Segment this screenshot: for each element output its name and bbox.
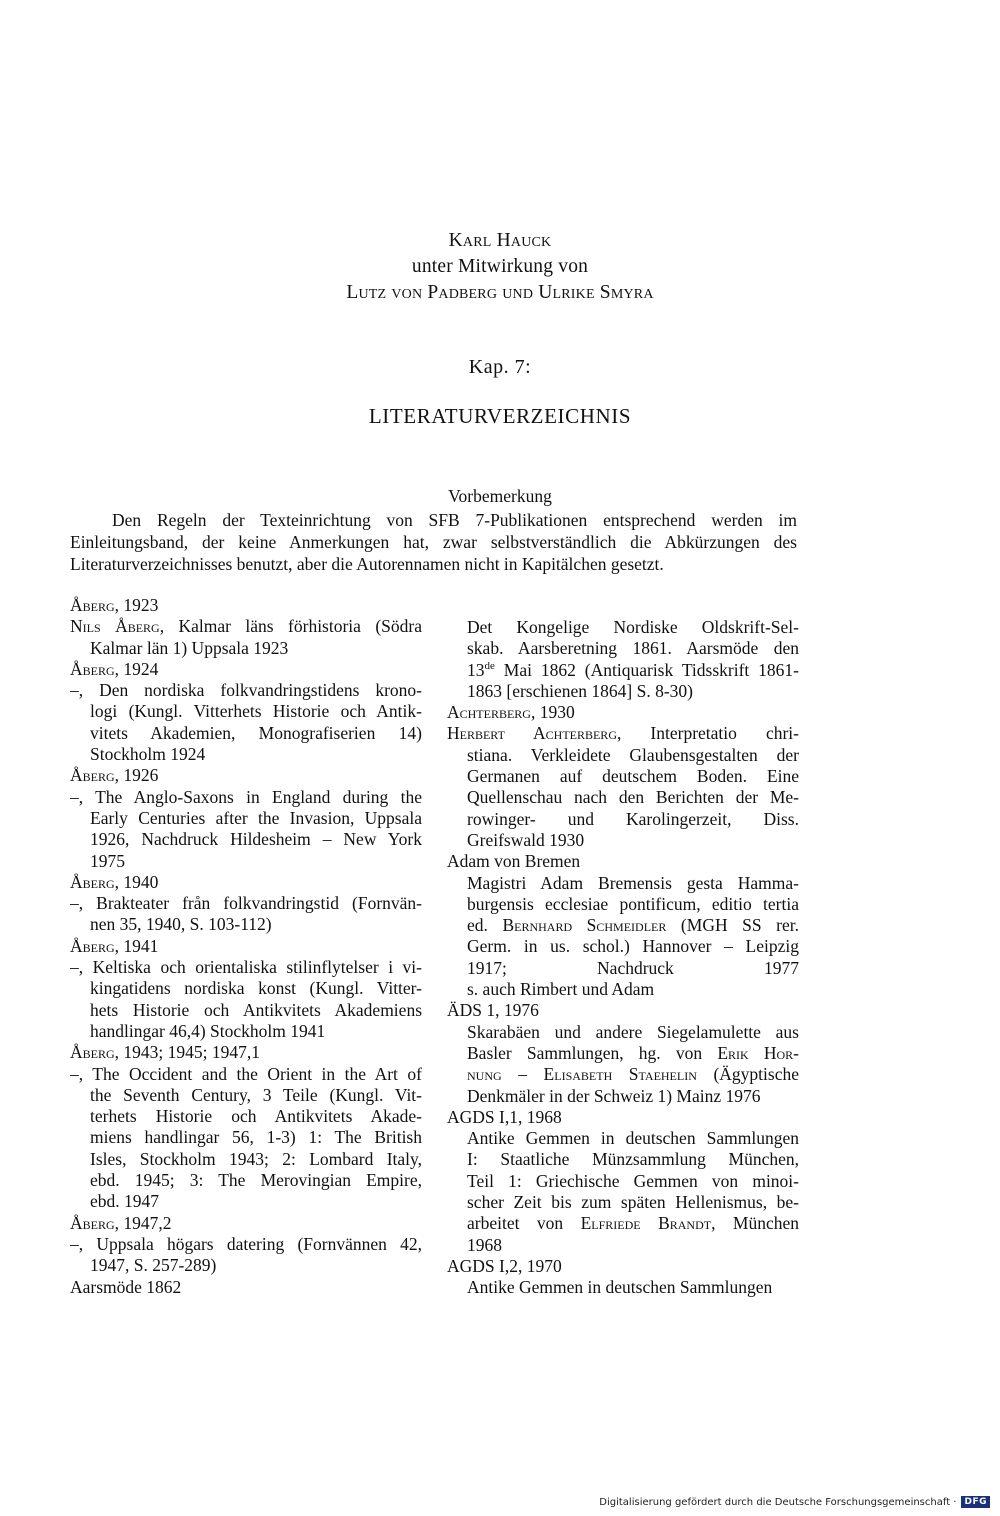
- dfg-logo: DFG: [961, 1496, 990, 1508]
- entry-line: burgensis ecclesiae pontificum, editio tertia: [467, 893, 799, 914]
- entry-line: s. auch Rimbert und Adam: [467, 979, 655, 1000]
- entry-line: terhets Historie och Antikvitets Akade-: [90, 1106, 422, 1127]
- entry-line: skab. Aarsberetning 1861. Aarsmöde den: [467, 638, 799, 659]
- entry-line: 1926, Nachdruck Hildesheim – New York: [90, 829, 422, 850]
- entry-heading: Achterberg, 1930: [447, 702, 575, 723]
- bibliography-right-column: [447, 617, 799, 1299]
- entry-heading: Åberg, 1940: [70, 871, 159, 892]
- entry-line: stiana. Verkleidete Glaubensgestalten der: [467, 744, 799, 765]
- preface-title: Vorbemerkung: [448, 486, 552, 506]
- entry-line: scher Zeit bis zum späten Hellenismus, be-: [467, 1192, 799, 1213]
- entry-line: –, Uppsala högars datering (Fornvännen 42,: [70, 1233, 422, 1254]
- chapter-title: LITERATURVERZEICHNIS: [368, 404, 632, 428]
- author-block: [0, 228, 1000, 306]
- entry-line: Kalmar län 1) Uppsala 1923: [90, 637, 289, 658]
- entry-heading: Adam von Bremen: [447, 851, 581, 872]
- entry-line: Skarabäen und andere Siegelamulette aus: [467, 1021, 799, 1042]
- entry-line: I: Staatliche Münzsammlung München,: [467, 1149, 799, 1170]
- entry-line: nung – Elisabeth Staehelin (Ägyptische: [467, 1064, 799, 1085]
- entry-line: ed. Bernhard Schmeidler (MGH SS rer.: [467, 915, 799, 936]
- entry-line: –, The Occident and the Orient in the Art of: [70, 1063, 422, 1084]
- entry-line: Magistri Adam Bremensis gesta Hamma-: [467, 872, 799, 893]
- entry-line: 13de Mai 1862 (Antiquarisk Tidsskrift 1861-: [467, 659, 799, 680]
- entry-heading: Åberg, 1941: [70, 935, 159, 956]
- entry-line: arbeitet von Elfriede Brandt, München: [467, 1213, 799, 1234]
- entry-line: nen 35, 1940, S. 103-112): [90, 914, 272, 935]
- coauthor-names: Lutz von Padberg und Ulrike Smyra: [346, 282, 654, 303]
- entry-line: rowinger- und Karolingerzeit, Diss.: [467, 808, 799, 829]
- entry-line: Early Centuries after the Invasion, Uppsala: [90, 807, 422, 828]
- entry-heading: Åberg, 1924: [70, 658, 159, 679]
- entry-heading: Åberg, 1926: [70, 765, 159, 786]
- entry-line: miens handlingar 56, 1-3) 1: The British: [90, 1127, 422, 1148]
- entry-line: –, Brakteater från folkvandringstid (Fornvän-: [70, 893, 422, 914]
- entry-heading: Åberg, 1943; 1945; 1947,1: [70, 1042, 261, 1063]
- entry-line: kingatidens nordiska konst (Kungl. Vitter-: [90, 978, 422, 999]
- footer-text: Digitalisierung gefördert durch die Deutsche Forschungsgemeinschaft ·: [599, 1496, 957, 1508]
- entry-line: 1975: [90, 850, 125, 871]
- entry-line: Nils Åberg, Kalmar läns förhistoria (Södra: [70, 616, 422, 637]
- collaboration-note: unter Mitwirkung von: [411, 256, 589, 277]
- entry-line: hets Historie och Antikvitets Akademiens: [90, 999, 422, 1020]
- author-name: Karl Hauck: [448, 230, 552, 251]
- entry-heading: AGDS I,2, 1970: [447, 1255, 562, 1276]
- entry-line: Det Kongelige Nordiske Oldskrift-Sel-: [467, 617, 799, 637]
- entry-line: 1968: [467, 1234, 502, 1255]
- entry-line: Denkmäler in der Schweiz 1) Mainz 1976: [467, 1085, 761, 1106]
- entry-line: Greifswald 1930: [467, 829, 585, 850]
- entry-line: 1947, S. 257-289): [90, 1255, 217, 1276]
- entry-line: Antike Gemmen in deutschen Sammlungen: [467, 1128, 799, 1149]
- entry-line: Basler Sammlungen, hg. von Erik Hor-: [467, 1042, 799, 1063]
- entry-line: 1917; Nachdruck 1977: [467, 957, 799, 978]
- entry-line: ebd. 1947: [90, 1191, 160, 1212]
- entry-heading: Åberg, 1947,2: [70, 1212, 172, 1233]
- entry-line: the Seventh Century, 3 Teile (Kungl. Vit-: [90, 1084, 422, 1105]
- entry-line: handlingar 46,4) Stockholm 1941: [90, 1020, 326, 1041]
- entry-line: Quellenschau nach den Berichten der Me-: [467, 787, 799, 808]
- entry-line: vitets Akademien, Monografiserien 14): [90, 722, 422, 743]
- entry-line: Antike Gemmen in deutschen Sammlungen: [467, 1277, 773, 1298]
- entry-line: Germ. in us. schol.) Hannover – Leipzig: [467, 936, 799, 957]
- entry-line: logi (Kungl. Vitterhets Historie och Antik-: [90, 701, 422, 722]
- entry-heading: Aarsmöde 1862: [70, 1276, 182, 1297]
- entry-line: Isles, Stockholm 1943; 2: Lombard Italy,: [90, 1148, 422, 1169]
- bibliography-left-column: [70, 595, 422, 1298]
- preface-text: Den Regeln der Texteinrichtung von SFB 7-Publikationen entsprechend werden im Einleitungsband, der keine Anmerkungen hat, zwar selbstverständlich die Abkürzungen des Literaturverzeichnisses benutzt, aber die Autorennamen nicht in Kapitälchen gesetzt.: [70, 510, 797, 574]
- entry-line: –, The Anglo-Saxons in England during the: [70, 786, 422, 807]
- entry-line: –, Den nordiska folkvandringstidens krono-: [70, 680, 422, 701]
- chapter-label: Kap. 7:: [468, 356, 532, 378]
- entry-heading: AGDS I,1, 1968: [447, 1106, 562, 1127]
- entry-line: –, Keltiska och orientaliska stilinflytelser i vi-: [70, 957, 422, 978]
- entry-line: ebd. 1945; 3: The Merovingian Empire,: [90, 1170, 422, 1191]
- entry-line: Teil 1: Griechische Gemmen von minoi-: [467, 1170, 799, 1191]
- entry-line: Germanen auf deutschem Boden. Eine: [467, 766, 799, 787]
- entry-line: Stockholm 1924: [90, 744, 206, 765]
- entry-line: 1863 [erschienen 1864] S. 8-30): [467, 680, 693, 701]
- entry-line: Herbert Achterberg, Interpretatio chri-: [447, 723, 799, 744]
- entry-heading: Åberg, 1923: [70, 595, 159, 615]
- entry-heading: ÄDS 1, 1976: [447, 1000, 539, 1021]
- digitization-footer: [599, 1496, 990, 1508]
